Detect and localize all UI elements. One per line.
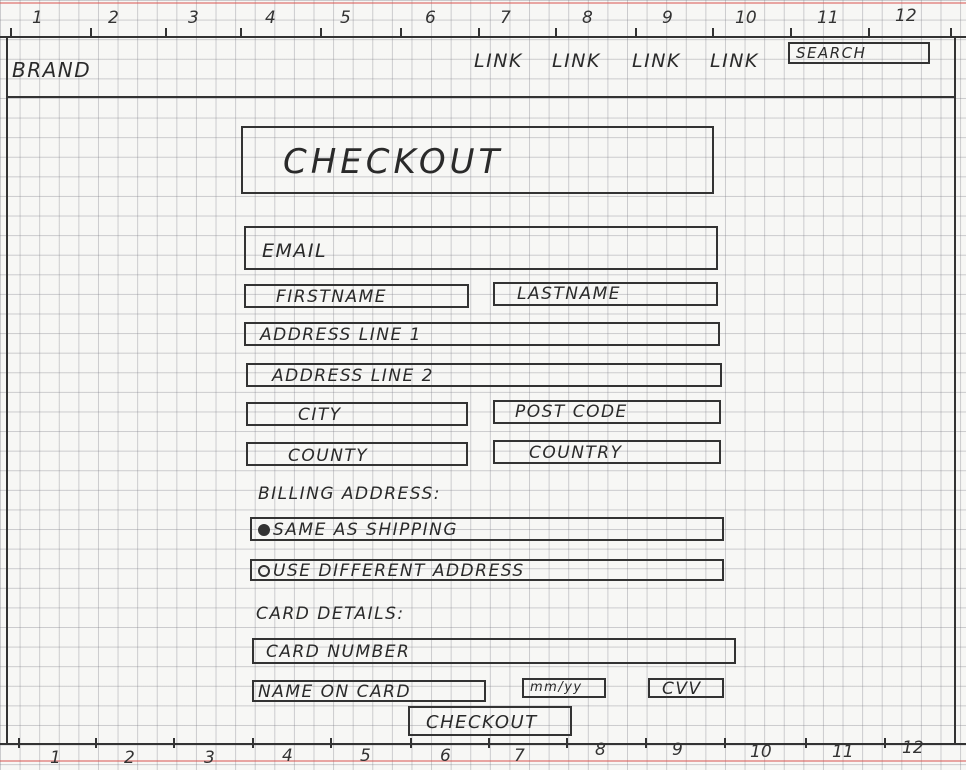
expiry-field[interactable]: [522, 678, 606, 698]
ruler-tick: [635, 28, 637, 38]
card-number-field[interactable]: [252, 638, 736, 664]
ruler-tick: [488, 738, 490, 748]
country-placeholder: COUNTRY: [529, 443, 623, 463]
card-details-heading: CARD DETAILS:: [256, 604, 405, 624]
billing-same-text: SAME AS SHIPPING: [273, 520, 459, 540]
country-field[interactable]: [493, 440, 721, 464]
ruler-tick: [173, 738, 175, 748]
radio-unselected-icon[interactable]: [258, 565, 270, 577]
billing-different-text: USE DIFFERENT ADDRESS: [273, 561, 525, 581]
checkout-button-label: CHECKOUT: [426, 712, 538, 733]
ruler-tick: [10, 28, 12, 38]
ruler-number: 12: [902, 738, 924, 758]
ruler-number: 5: [360, 746, 371, 766]
ruler-tick: [790, 28, 792, 38]
email-placeholder: EMAIL: [262, 240, 328, 262]
name-on-card-field[interactable]: [252, 680, 486, 702]
ruler-tick: [320, 28, 322, 38]
checkout-title-box: [241, 126, 714, 194]
ruler-number: 10: [735, 8, 757, 28]
expiry-placeholder: mm/yy: [530, 680, 583, 695]
ruler-tick: [645, 738, 647, 748]
ruler-tick: [566, 738, 568, 748]
ruler-number: 11: [832, 742, 854, 762]
ruler-tick: [90, 28, 92, 38]
top-ruler: [0, 0, 966, 40]
ruler-tick: [95, 738, 97, 748]
ruler-tick: [712, 28, 714, 38]
ruler-tick: [400, 28, 402, 38]
ruler-number: 2: [124, 748, 135, 768]
search-input[interactable]: [788, 42, 930, 64]
ruler-number: 1: [32, 8, 43, 28]
postcode-placeholder: POST CODE: [515, 402, 628, 422]
nav-link-1[interactable]: LINK: [474, 50, 523, 72]
ruler-number: 9: [662, 8, 673, 28]
navbar: [6, 38, 956, 98]
ruler-tick: [724, 738, 726, 748]
nav-link-2[interactable]: LINK: [552, 50, 601, 72]
billing-different-label: [258, 561, 525, 581]
last-name-placeholder: LASTNAME: [517, 284, 622, 304]
address-line-2-field[interactable]: [246, 363, 722, 387]
last-name-field[interactable]: [493, 282, 718, 306]
ruler-tick: [868, 28, 870, 38]
ruler-number: 2: [108, 8, 119, 28]
ruler-tick: [240, 28, 242, 38]
ruler-tick: [950, 28, 952, 38]
ruler-number: 12: [895, 6, 917, 26]
billing-address-heading: BILLING ADDRESS:: [258, 484, 441, 504]
ruler-tick: [555, 28, 557, 38]
ruler-number: 7: [514, 746, 525, 766]
county-placeholder: COUNTY: [288, 446, 369, 466]
email-field[interactable]: [244, 226, 718, 270]
card-number-placeholder: CARD NUMBER: [266, 642, 411, 662]
checkout-button[interactable]: [408, 706, 572, 736]
ruler-number: 9: [672, 740, 683, 760]
name-on-card-placeholder: NAME ON CARD: [258, 682, 412, 702]
ruler-tick: [410, 738, 412, 748]
ruler-tick: [884, 738, 886, 748]
ruler-number: 7: [500, 8, 511, 28]
ruler-number: 10: [750, 742, 772, 762]
brand-logo[interactable]: BRAND: [12, 58, 92, 82]
ruler-number: 4: [282, 746, 293, 766]
billing-different-option[interactable]: [250, 559, 724, 581]
ruler-number: 5: [340, 8, 351, 28]
bottom-ruler: [0, 736, 966, 770]
ruler-tick: [165, 28, 167, 38]
page-title: CHECKOUT: [283, 142, 504, 182]
address-line-1-placeholder: ADDRESS LINE 1: [260, 325, 422, 345]
county-field[interactable]: [246, 442, 468, 466]
page-frame-right: [954, 38, 956, 744]
cvv-placeholder: CVV: [662, 679, 702, 699]
first-name-placeholder: FIRSTNAME: [276, 287, 388, 307]
ruler-number: 8: [582, 8, 593, 28]
page-frame-left: [6, 38, 8, 744]
bottom-ruler-line: [0, 743, 966, 745]
ruler-tick: [330, 738, 332, 748]
address-line-1-field[interactable]: [244, 322, 720, 346]
city-placeholder: CITY: [298, 405, 342, 425]
ruler-number: 11: [817, 8, 839, 28]
ruler-number: 6: [425, 8, 436, 28]
city-field[interactable]: [246, 402, 468, 426]
nav-link-3[interactable]: LINK: [632, 50, 681, 72]
ruler-number: 3: [188, 8, 199, 28]
ruler-number: 1: [50, 748, 61, 768]
billing-same-label: [258, 520, 458, 540]
ruler-tick: [18, 738, 20, 748]
billing-same-option[interactable]: [250, 517, 724, 541]
nav-link-4[interactable]: LINK: [710, 50, 759, 72]
ruler-number: 8: [595, 740, 606, 760]
ruler-tick: [805, 738, 807, 748]
cvv-field[interactable]: [648, 678, 724, 698]
ruler-number: 6: [440, 746, 451, 766]
ruler-number: 3: [204, 748, 215, 768]
search-placeholder: SEARCH: [796, 44, 867, 62]
ruler-number: 4: [265, 8, 276, 28]
ruler-tick: [252, 738, 254, 748]
ruler-tick: [478, 28, 480, 38]
first-name-field[interactable]: [244, 284, 469, 308]
radio-selected-icon[interactable]: [258, 524, 270, 536]
address-line-2-placeholder: ADDRESS LINE 2: [272, 366, 434, 386]
postcode-field[interactable]: [493, 400, 721, 424]
